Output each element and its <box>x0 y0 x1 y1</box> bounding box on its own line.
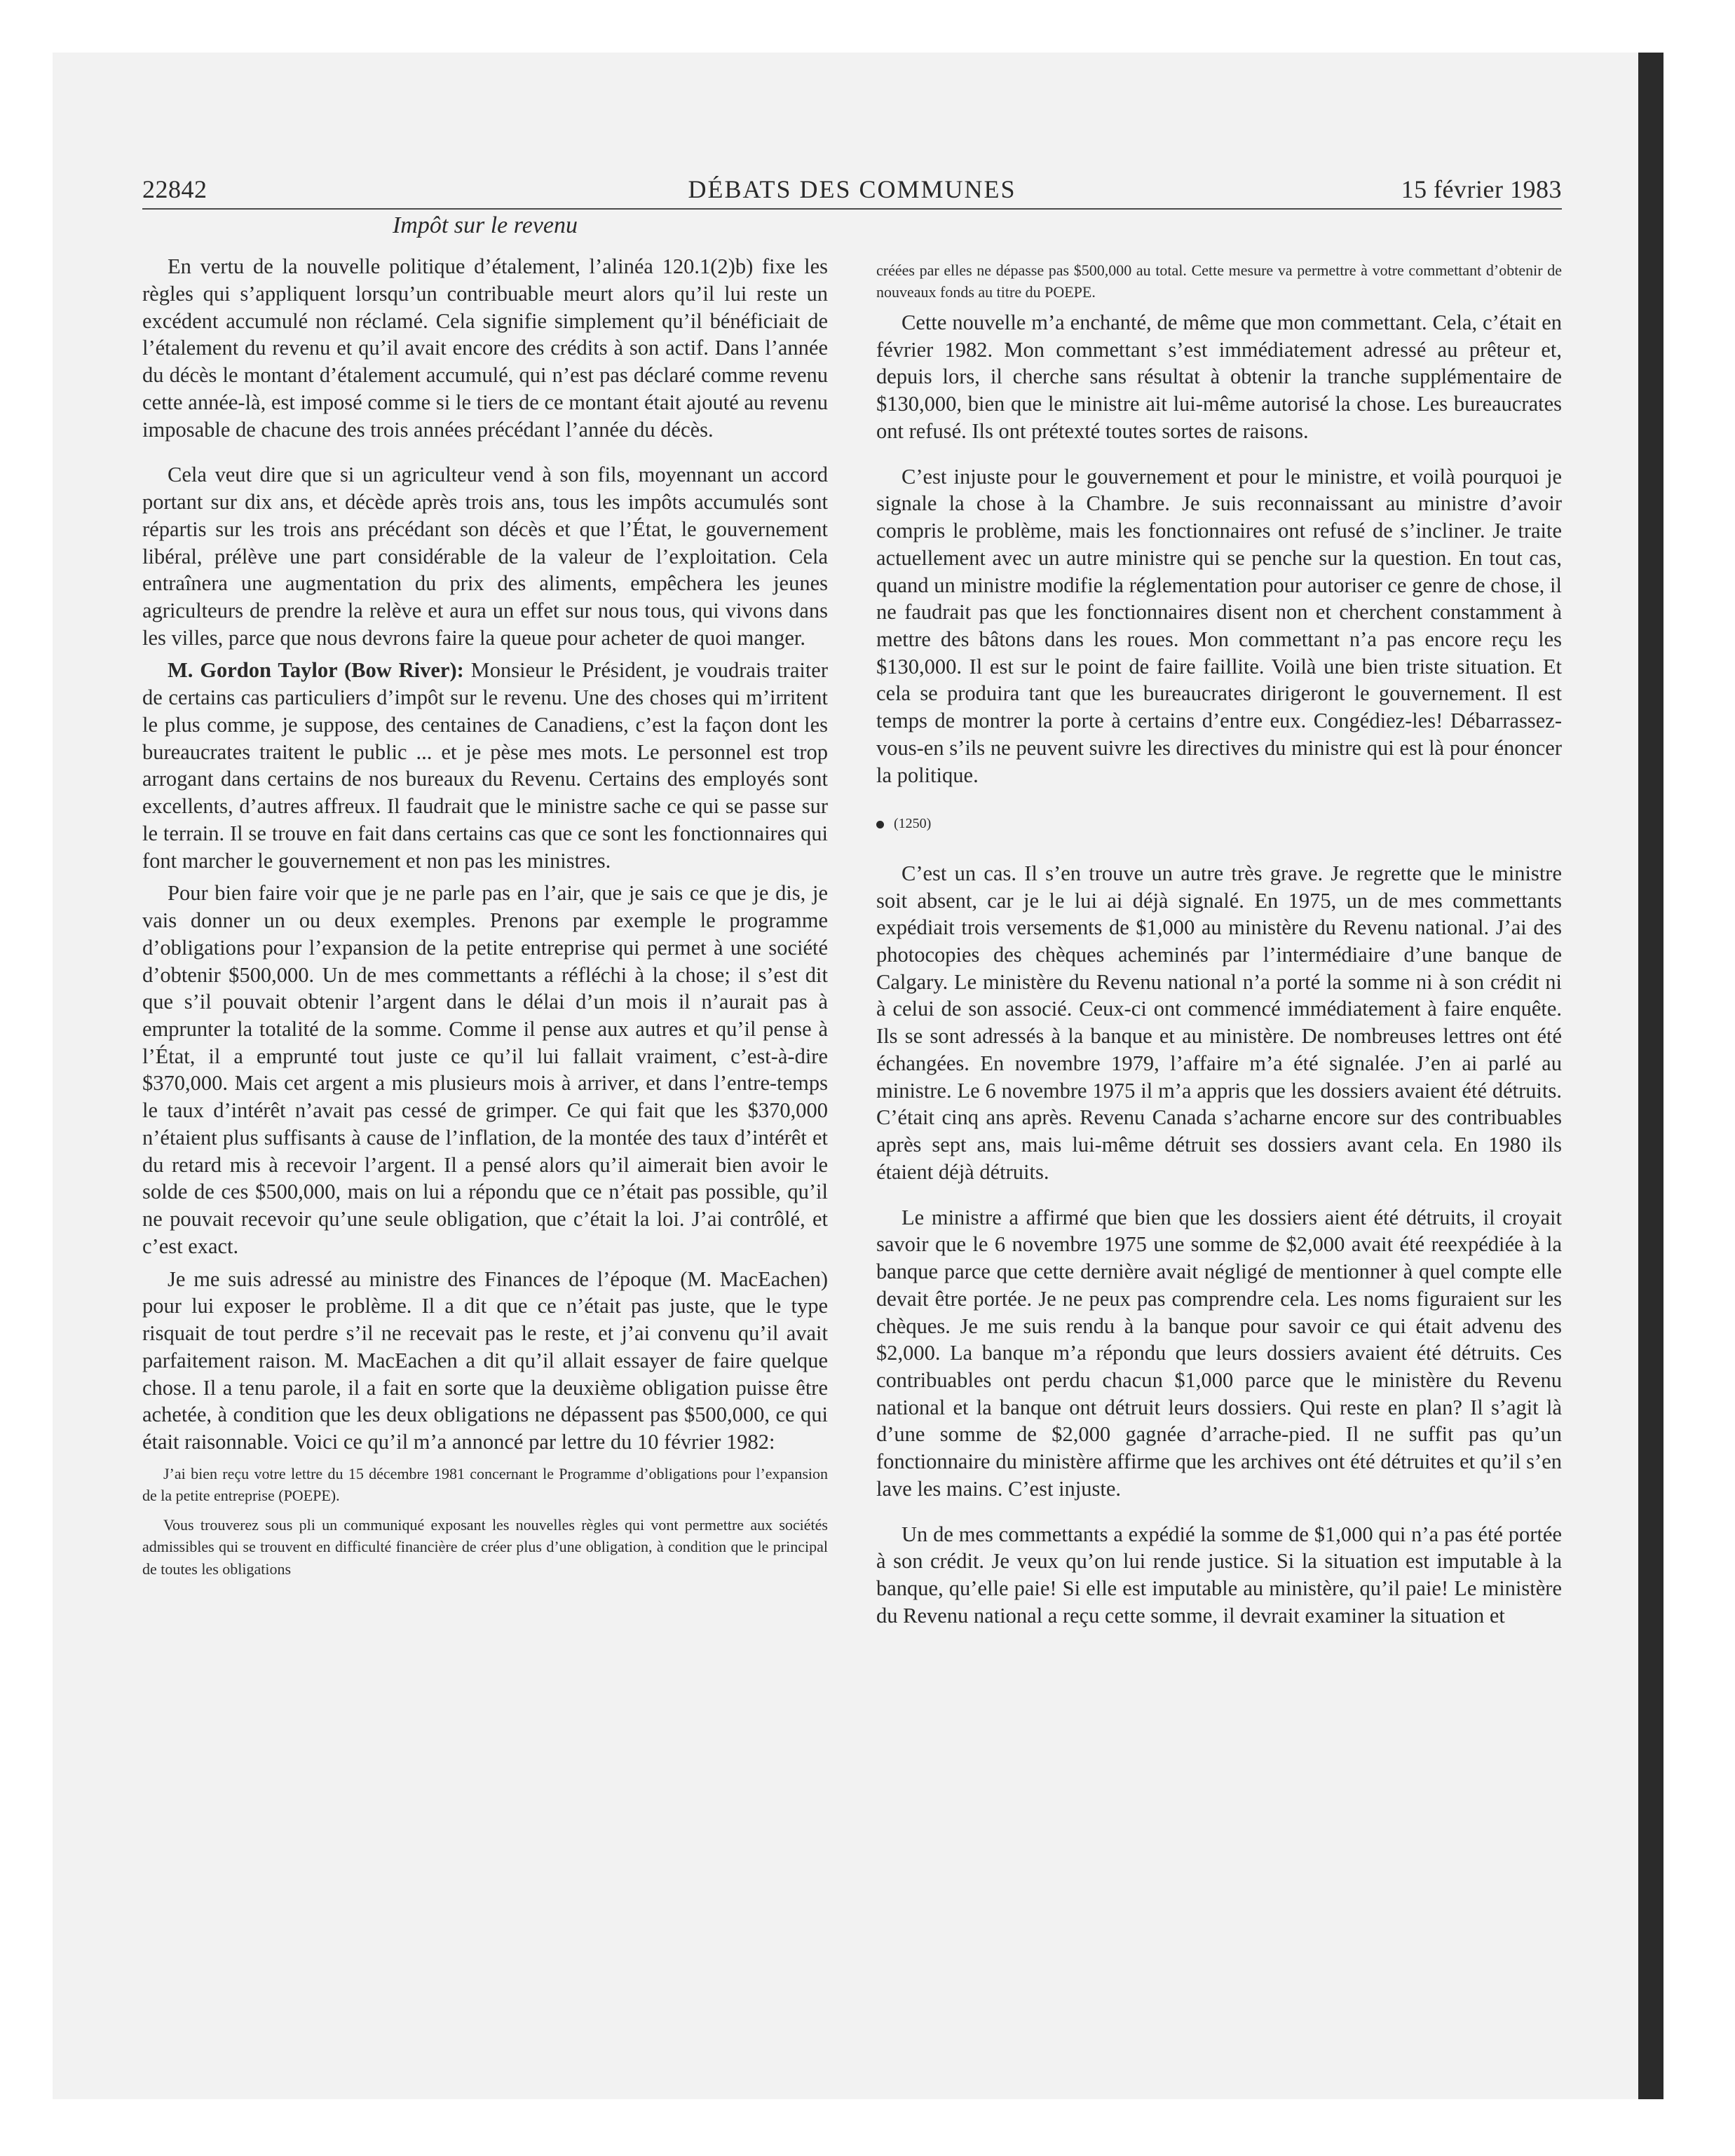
page-number: 22842 <box>142 175 207 203</box>
paragraph: C’est un cas. Il s’en trouve un autre très grave. Je regrette que le ministre soit absent, car je le lui ai déjà signalé. En 1975, un de mes commettants expédiait trois versements de $1,000 au ministère du Revenu national. J’ai des photocopies des chèques acheminés par l’intermédiaire d’une banque de Calgary. Le ministère du Revenu national n’a porté la somme ni à son crédit ni à celui de son associé. Ceux-ci ont commencé immédiatement à faire enquête. Ils se sont adressés à la banque et au ministère. De nombreuses lettres ont été échangées. En novembre 1979, l’affaire m’a été signalée. J’en ai parlé au ministre. Le 6 novembre 1975 il m’a appris que les dossiers avaient été détruits. C’était cinq ans après. Revenu Canada s’acharne encore sur des contribuables après sept ans, mais lui-même détruit ses dossiers avant cela. En 1980 ils étaient déjà détruits. <box>876 861 1562 1184</box>
page-date: 15 février 1983 <box>1401 175 1562 203</box>
right-column <box>876 210 1562 1630</box>
paragraph: Le ministre a affirmé que bien que les dossiers aient été détruits, il croyait savoir que le 6 novembre 1975 une somme de $2,000 avait été reexpédiée à la banque parce que cette dernière avait négligé de mentionner à quel compte elle devait être portée. Je ne peux pas comprendre cela. Les noms figuraient sur les chèques. Je me suis rendu à la banque pour savoir ce qui était advenu des $2,000. La banque m’a répondu que leurs dossiers avaient été détruits. Ces contribuables ont perdu chacun $1,000 parce que le ministère du Revenu national et la banque ont détruit leurs dossiers. Qui reste en plan? Il s’agit là d’une somme de $2,000 gagnée d’arrache-pied. Il ne suffit pas qu’un fonctionnaire du ministère affirme que les archives ont été détruites et qu’il s’en lave les mains. C’est injuste. <box>876 1205 1562 1501</box>
speech-paragraph <box>142 657 828 874</box>
time-marker <box>876 815 1562 833</box>
publication-title: DÉBATS DES COMMUNES <box>688 175 1016 203</box>
paragraph: Cette nouvelle m’a enchanté, de même que mon commettant. Cela, c’était en février 1982. Mon commettant s’est immédiatement adressé au prêteur et, depuis lors, il cherche sans résultat à obtenir la tranche supplémentaire de $130,000, bien que le ministre ait lui-même autorisé la chose. Les bureaucrates ont refusé. Ils ont prétexté toutes sortes de raisons. <box>876 310 1562 443</box>
quoted-letter: J’ai bien reçu votre lettre du 15 décembre 1981 concernant le Programme d’obligations pour l’expansion de la petite entreprise (POEPE). <box>142 1464 828 1505</box>
speaker-name: M. Gordon Taylor (Bow River): <box>168 658 464 683</box>
quoted-letter: créées par elles ne dépasse pas $500,000 au total. Cette mesure va permettre à votre commettant d’obtenir de nouveaux fonds au titre du POEPE. <box>876 261 1562 301</box>
page-header <box>142 166 1562 210</box>
paragraph: Je me suis adressé au ministre des Finances de l’époque (M. MacEachen) pour lui exposer le problème. Il a dit que ce n’était pas juste, que le type risquait de tout perdre s’il ne recevait pas le reste, et j’ai convenu qu’il avait parfaitement raison. M. MacEachen a dit qu’il allait essayer de faire quelque chose. Il a tenu parole, il a fait en sorte que la deuxième obligation puisse être achetée, à condition que les deux obligations ne dépassent pas $500,000, ce qui était raisonnable. Voici ce qu’il m’a annoncé par lettre du 10 février 1982: <box>142 1267 828 1454</box>
left-column <box>142 210 828 1580</box>
paragraph: C’est injuste pour le gouvernement et pour le ministre, et voilà pourquoi je signale la chose à la Chambre. Je suis reconnaissant au ministre d’avoir compris le problème, mais les fonctionnaires ont refusé de s’incliner. Je traite actuellement avec un autre ministre qui se penche sur la question. En tout cas, quand un ministre modifie la réglementation pour autoriser ce genre de chose, il ne faudrait pas que les fonctionnaires disent non et cherchent constamment à mettre des bâtons dans les roues. Mon commettant n’a pas encore reçu les $130,000. Il est sur le point de faire faillite. Voilà une bien triste situation. Et cela se produira tant que les bureaucrates dirigeront le gouvernement. Il est temps de montrer la porte à certains d’entre eux. Congédiez-les! Débarrassez-vous-en s’ils ne peuvent suivre les directives du ministre qui est là pour énoncer la politique. <box>876 464 1562 787</box>
speech-text: Monsieur le Président, je voudrais traiter de certains cas particuliers d’impôt sur le revenu. Une des choses qui m’irritent le plus comme, je suppose, des centaines de Canadiens, c’est la façon dont les bureaucrates traitent le public ... et je pèse mes mots. Le personnel est trop arrogant dans certains de nos bureaux du Revenu. Certains des employés sont excellents, d’autres affreux. Il faudrait que le ministre sache ce qui se passe sur le terrain. Il se trouve en fait dans certains cas que ce sont les fonctionnaires qui font marcher le gouvernement et non pas les ministres. <box>142 658 828 873</box>
section-title: Impôt sur le revenu <box>392 212 578 238</box>
paragraph: Un de mes commettants a expédié la somme de $1,000 qui n’a pas été portée à son crédit. Je veux qu’on lui rende justice. Si la situation est imputable à la banque, qu’elle paie! Si elle est imputable au ministère, qu’il paie! Le ministère du Revenu national a reçu cette somme, il devrait examiner la situation et <box>876 1522 1562 1628</box>
paragraph: Cela veut dire que si un agriculteur vend à son fils, moyennant un accord portant sur dix ans, et décède après trois ans, tous les impôts accumulés sont répartis sur les trois ans précédant son décès et que l’État, le gouvernement libéral, prélève une part considérable de la valeur de l’exploitation. Cela entraînera une augmentation du prix des aliments, empêchera les jeunes agriculteurs de prendre la relève et aura un effet sur nous tous, qui vivons dans les villes, parce que nous devrons faire la queue pour acheter de quoi manger. <box>142 463 828 650</box>
paragraph: Pour bien faire voir que je ne parle pas en l’air, que je sais ce que je dis, je vais donner un ou deux exemples. Prenons par exemple le programme d’obligations pour l’expansion de la petite entreprise qui permet à une société d’obtenir $500,000. Un de mes commettants a réfléchi à la chose; il s’est dit que s’il pouvait obtenir l’argent dans le délai d’un mois il n’aurait pas à emprunter la totalité de la somme. Comme il pense aux autres et qu’il pense à l’État, il a emprunté tout juste ce qu’il lui fallait vraiment, c’est-à-dire $370,000. Mais cet argent a mis plusieurs mois à arriver, et dans l’entre-temps le taux d’intérêt n’avait pas cessé de grimper. Ce qui fait que les $370,000 n’étaient plus suffisants à cause de l’inflation, de la montée des taux d’intérêt et du retard mis à recevoir l’argent. Il a pensé alors qu’il aimerait bien avoir le solde de ces $500,000, mais on lui a répondu que ce n’était pas possible, qu’il ne pouvait recevoir qu’une seule obligation, que c’était la loi. J’ai contrôlé, et c’est exact. <box>142 881 828 1258</box>
bullet-dot-icon <box>876 821 884 828</box>
time-marker-label: (1250) <box>894 816 932 832</box>
quoted-letter: Vous trouverez sous pli un communiqué exposant les nouvelles règles qui vont permettre aux sociétés admissibles qui se trouvent en difficulté financière de créer plus d’une obligation, à condition que le principal de toutes les obligations <box>142 1515 828 1578</box>
scan-binding-edge <box>1638 53 1663 2099</box>
paragraph: En vertu de la nouvelle politique d’étalement, l’alinéa 120.1(2)b) fixe les règles qui s’appliquent lorsqu’un contribuable meurt alors qu’il lui reste un excédent accumulé non réclamé. Cela signifie simplement qu’il bénéficiait de l’étalement du revenu et qu’il avait encore des crédits à son actif. Dans l’année du décès le montant d’étalement accumulé, qui n’est pas déclaré comme revenu cette année-là, est imposé comme si le tiers de ce montant était ajouté au revenu imposable de chacune des trois années précédant l’année du décès. <box>142 254 828 442</box>
